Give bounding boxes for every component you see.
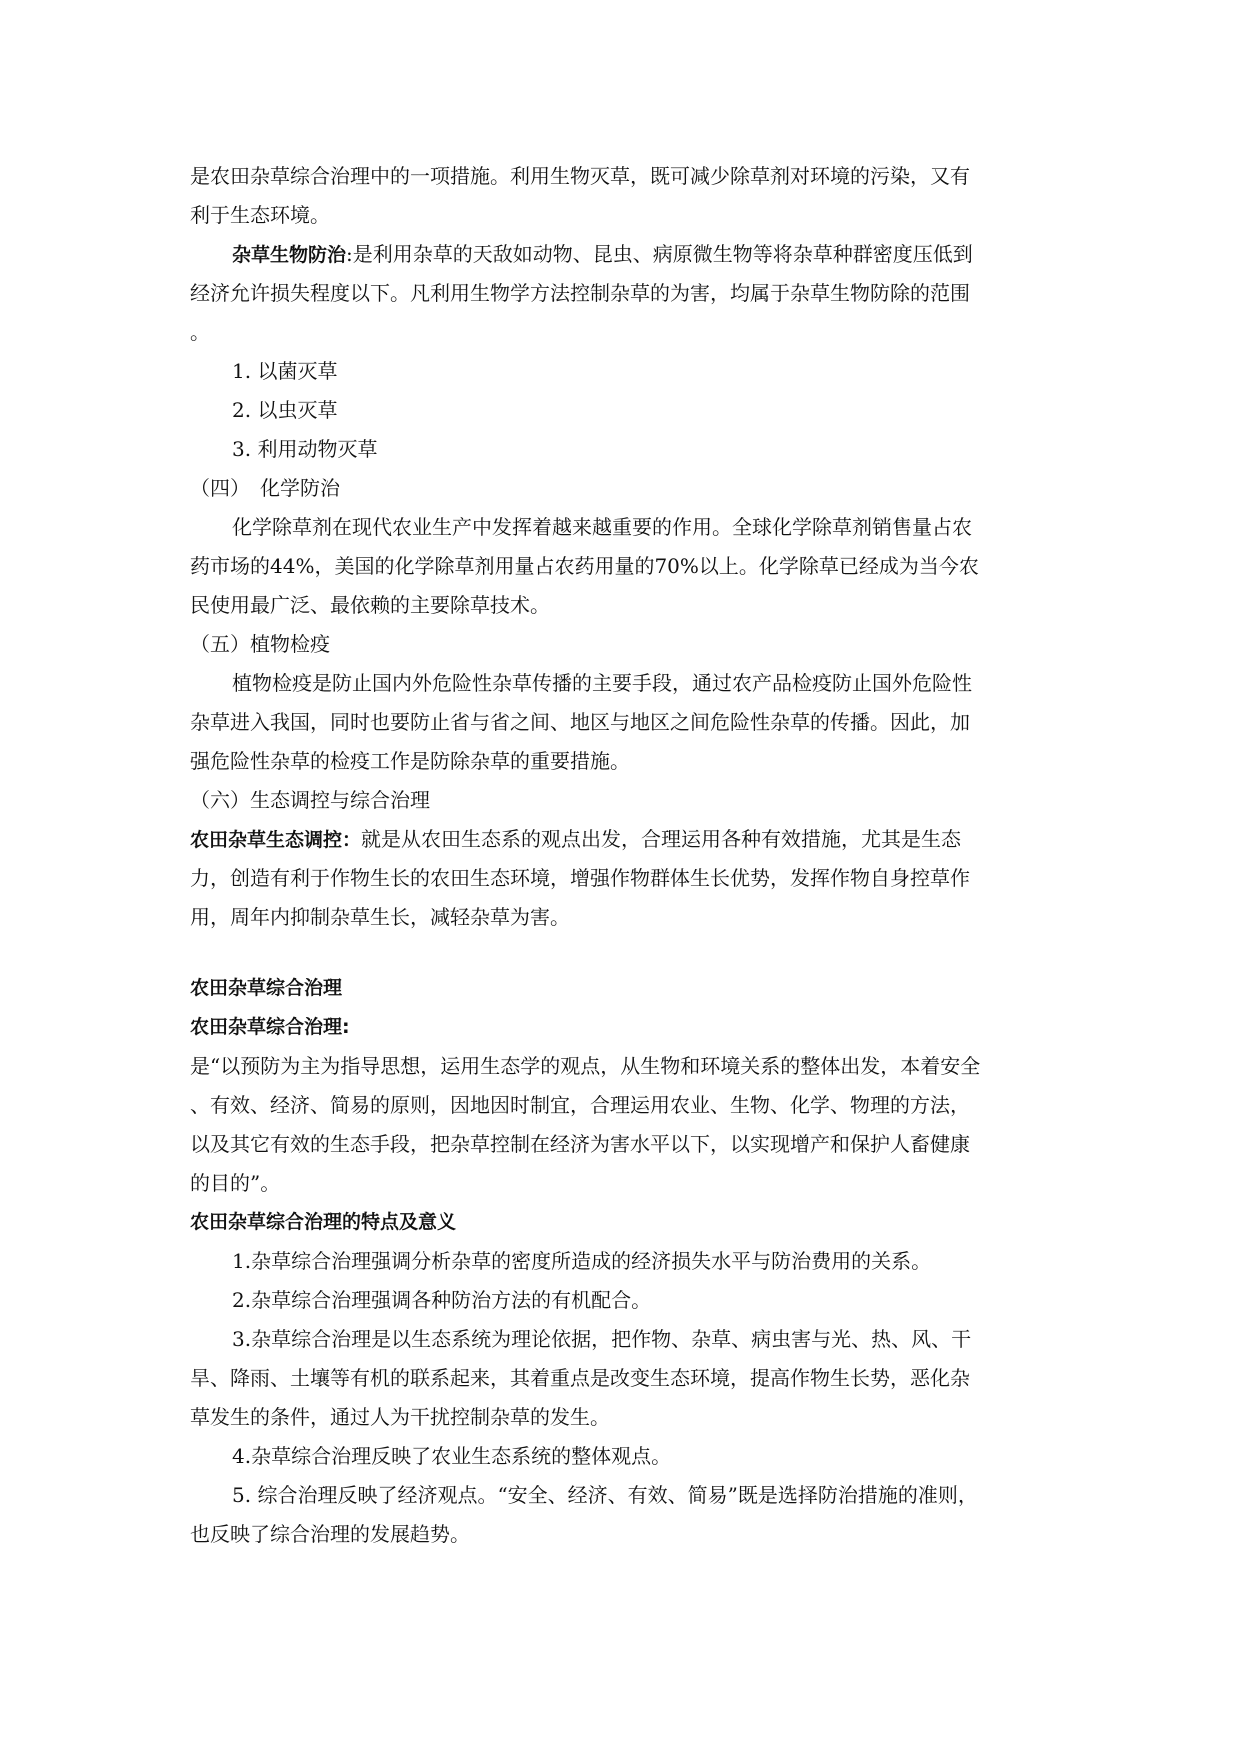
section-title: 农田杂草综合治理 [190, 977, 343, 999]
document-page [190, 157, 1060, 1554]
paragraph-line: 用，周年内抑制杂草生长，减轻杂草为害。 [190, 905, 570, 929]
list-item: 5. 综合治理反映了经济观点。“安全、经济、有效、简易”既是选择防治措施的准则， [232, 1483, 978, 1507]
list-item: 4.杂草综合治理反映了农业生态系统的整体观点。 [232, 1444, 672, 1468]
paragraph-line: 民使用最广泛、最依赖的主要除草技术。 [190, 593, 550, 617]
list-item: 1. 以菌灭草 [232, 359, 338, 383]
paragraph-line: 是农田杂草综合治理中的一项措施。利用生物灭草，既可减少除草剂对环境的污染，又有 [190, 164, 970, 188]
section-heading: （六）生态调控与综合治理 [190, 788, 430, 812]
blank-line [190, 937, 1060, 969]
paragraph-line: 以及其它有效的生态手段，把杂草控制在经济为害水平以下，以实现增产和保护人畜健康 [190, 1132, 970, 1156]
paragraph-line: 的目的”。 [190, 1171, 281, 1195]
subsection-heading: 农田杂草综合治理的特点及意义 [190, 1211, 457, 1233]
paragraph-line: 也反映了综合治理的发展趋势。 [190, 1522, 470, 1546]
paragraph-line: 强危险性杂草的检疫工作是防除杂草的重要措施。 [190, 749, 630, 773]
paragraph-line: 化学除草剂在现代农业生产中发挥着越来越重要的作用。全球化学除草剂销售量占农 [232, 515, 972, 539]
paragraph-line: 植物检疫是防止国内外危险性杂草传播的主要手段，通过农产品检疫防止国外危险性 [232, 671, 972, 695]
paragraph-line: 经济允许损失程度以下。凡利用生物学方法控制杂草的为害，均属于杂草生物防除的范围 [190, 281, 970, 305]
paragraph-line: 药市场的44%，美国的化学除草剂用量占农药用量的70%以上。化学除草已经成为当今农 [190, 554, 979, 578]
paragraph-line: 力，创造有利于作物生长的农田生态环境，增强作物群体生长优势，发挥作物自身控草作 [190, 866, 970, 890]
definition-text: :是利用杂草的天敌如动物、昆虫、病原微生物等将杂草种群密度压低到 [346, 242, 973, 266]
term-bio-control: 杂草生物防治 [232, 244, 347, 266]
paragraph-line: 。 [190, 320, 210, 344]
list-item: 1.杂草综合治理强调分析杂草的密度所造成的经济损失水平与防治费用的关系。 [232, 1249, 932, 1273]
section-heading: （五）植物检疫 [190, 632, 330, 656]
term-eco-control: 农田杂草生态调控： [190, 829, 362, 851]
list-item: 2.杂草综合治理强调各种防治方法的有机配合。 [232, 1288, 652, 1312]
section-heading: （四） 化学防治 [190, 476, 340, 500]
definition-text: 就是从农田生态系的观点出发，合理运用各种有效措施，尤其是生态 [361, 827, 962, 851]
list-item: 3.杂草综合治理是以生态系统为理论依据，把作物、杂草、病虫害与光、热、风、干 [232, 1327, 972, 1351]
paragraph-line: 旱、降雨、土壤等有机的联系起来，其着重点是改变生态环境，提高作物生长势，恶化杂 [190, 1366, 970, 1390]
paragraph-line: 、有效、经济、简易的原则，因地因时制宜，合理运用农业、生物、化学、物理的方法， [190, 1093, 970, 1117]
list-item: 2. 以虫灭草 [232, 398, 338, 422]
paragraph-line: 杂草进入我国，同时也要防止省与省之间、地区与地区之间危险性杂草的传播。因此，加 [190, 710, 970, 734]
definition-heading: 农田杂草综合治理: [190, 1016, 350, 1038]
paragraph-line [190, 820, 1060, 859]
paragraph-line: 是“以预防为主为指导思想，运用生态学的观点，从生物和环境关系的整体出发，本着安全 [190, 1054, 981, 1078]
paragraph-line: 利于生态环境。 [190, 203, 330, 227]
paragraph-line [190, 235, 1060, 274]
paragraph-line: 草发生的条件，通过人为干扰控制杂草的发生。 [190, 1405, 610, 1429]
list-item: 3. 利用动物灭草 [232, 437, 378, 461]
